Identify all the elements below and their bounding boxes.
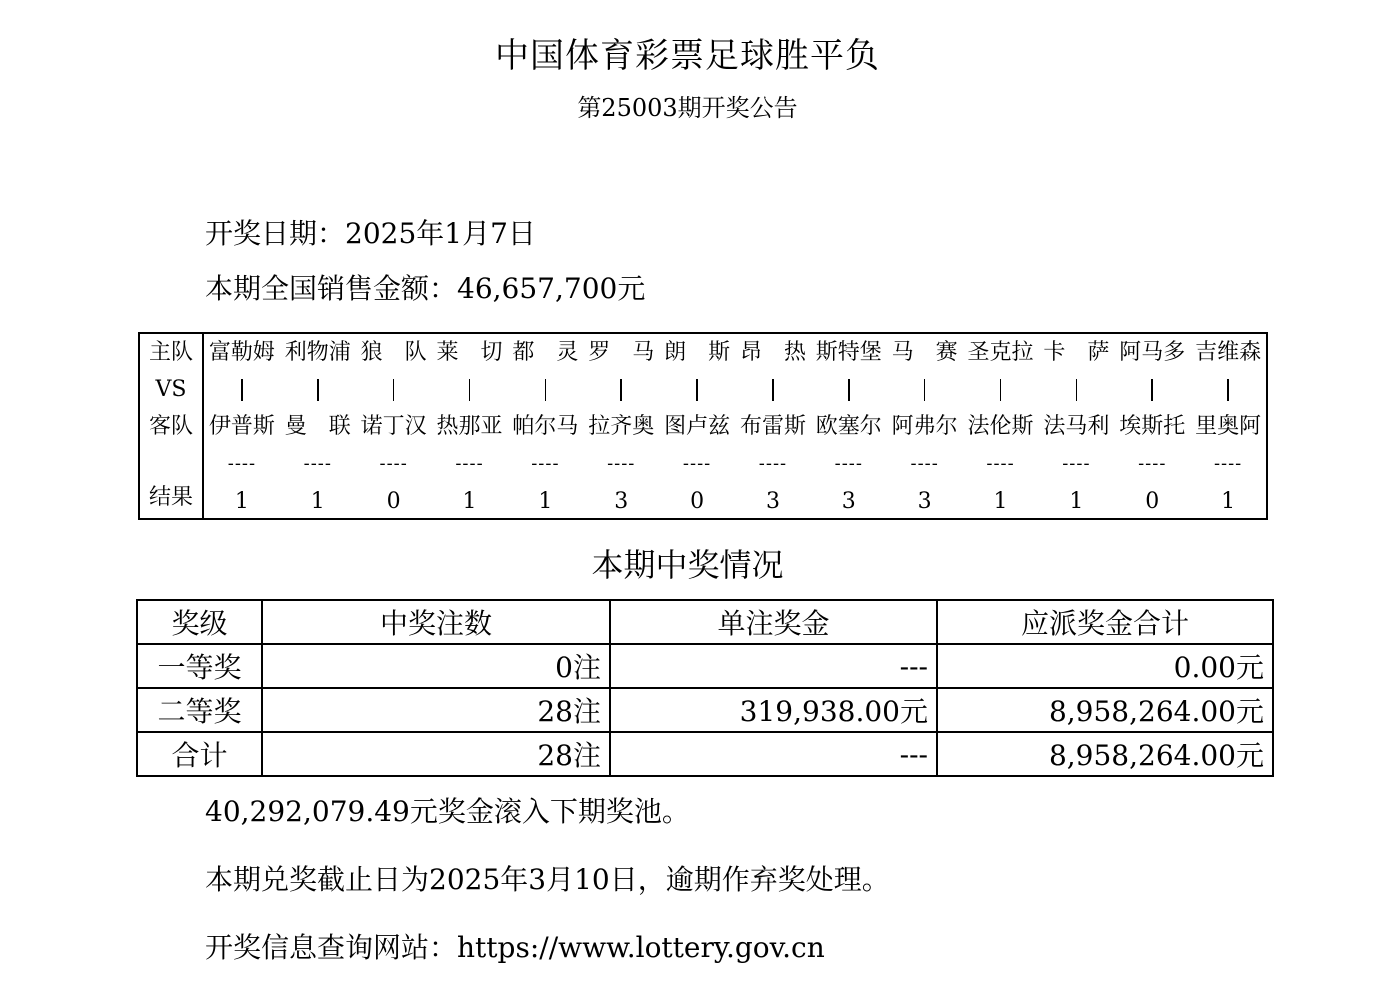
match-result: 0 [690,489,705,514]
separator-dash: ---- [986,453,1015,474]
separator-dash: ---- [1062,453,1091,474]
versus-bar [469,379,471,401]
versus-bar [241,379,243,401]
versus-bar [1151,379,1153,401]
prize-table [136,599,1274,777]
separator-dash: ---- [607,453,636,474]
versus-divider [469,371,471,408]
home-team: 莱 切 [436,340,503,365]
match-result: 1 [462,489,477,514]
home-team: 狼 队 [360,340,427,365]
match-column [507,334,583,518]
separator-dash: ---- [758,453,788,474]
prize-section-title: 本期中奖情况 [591,546,784,584]
away-team: 热那亚 [436,414,503,439]
away-team: 埃斯托 [1119,414,1186,439]
versus-bar [696,379,698,401]
page-title: 中国体育彩票足球胜平负 [495,36,880,76]
header-count: 中奖注数 [262,600,610,644]
match-result: 1 [310,489,325,514]
versus-divider [393,371,395,408]
match-result: 0 [386,489,401,514]
winner-count: 28注 [262,688,610,732]
versus-divider [241,371,243,408]
separator-dash: ---- [834,453,863,474]
home-team: 罗 马 [588,340,655,365]
prize-level: 二等奖 [137,688,262,732]
home-team: 富勒姆 [208,340,275,365]
issue-subtitle: 第25003期开奖公告 [577,94,798,122]
versus-divider [1227,371,1229,408]
home-team: 都 灵 [512,340,579,365]
result-header: 结果 [148,485,193,510]
separator-dash: ---- [303,453,332,474]
unit-prize: --- [610,644,937,688]
away-team: 欧塞尔 [815,414,882,439]
winner-count: 0注 [262,644,610,688]
home-team: 圣克拉 [967,340,1034,365]
versus-bar [545,379,547,401]
versus-bar [772,379,774,401]
separator-dash: ---- [910,453,939,474]
away-team: 法伦斯 [967,414,1034,439]
match-result: 3 [917,489,932,514]
draw-date: 开奖日期：2025年1月7日 [205,217,536,250]
away-team-header: 客队 [148,414,193,439]
versus-divider [924,371,926,408]
match-result: 0 [1145,489,1160,514]
vs-header: VS [155,377,187,402]
match-result: 1 [538,489,553,514]
total-prize: 8,958,264.00元 [937,732,1273,776]
versus-divider [848,371,850,408]
away-team: 法马利 [1043,414,1110,439]
match-column [356,334,432,518]
winner-count: 28注 [262,732,610,776]
versus-divider [545,371,547,408]
versus-bar [1000,379,1002,401]
match-column [963,334,1039,518]
home-team: 昂 热 [739,340,806,365]
unit-prize: --- [610,732,937,776]
versus-bar [393,379,395,401]
away-team: 伊普斯 [208,414,275,439]
prize-level: 合计 [137,732,262,776]
versus-bar [924,379,926,401]
away-team: 诺丁汉 [360,414,427,439]
match-results-table [138,332,1268,520]
header-total-prize: 应派奖金合计 [937,600,1273,644]
match-result: 3 [765,489,780,514]
away-team: 阿弗尔 [891,414,958,439]
match-column [432,334,508,518]
home-team: 吉维森 [1195,340,1262,365]
match-header-column [140,334,204,518]
versus-divider [1000,371,1002,408]
separator-dash: ---- [1138,453,1167,474]
table-row [137,644,1273,688]
home-team: 朗 斯 [664,340,731,365]
versus-bar [1076,379,1078,401]
separator-dash: ---- [1213,453,1243,474]
away-team: 图卢兹 [664,414,731,439]
unit-prize: 319,938.00元 [610,688,937,732]
website-info: 开奖信息查询网站：https://www.lottery.gov.cn [205,931,825,964]
match-column [659,334,735,518]
match-column [1114,334,1190,518]
match-column [204,334,280,518]
match-result: 1 [234,489,249,514]
match-column [280,334,356,518]
match-result: 1 [1221,489,1236,514]
versus-divider [1151,371,1153,408]
match-result: 3 [841,489,856,514]
away-team: 帕尔马 [512,414,579,439]
total-prize: 8,958,264.00元 [937,688,1273,732]
away-team: 布雷斯 [739,414,806,439]
home-team-header: 主队 [148,340,193,365]
match-result: 1 [1069,489,1084,514]
versus-divider [1076,371,1078,408]
header-unit-prize: 单注奖金 [610,600,937,644]
away-team: 拉齐奥 [588,414,655,439]
total-prize: 0.00元 [937,644,1273,688]
match-column [811,334,887,518]
versus-divider [620,371,622,408]
table-row [137,688,1273,732]
match-column [735,334,811,518]
home-team: 马 赛 [891,340,958,365]
home-team: 斯特堡 [815,340,882,365]
home-team: 卡 萨 [1043,340,1110,365]
versus-bar [1227,379,1229,401]
away-team: 里奥阿 [1195,414,1262,439]
separator-dash: ---- [227,453,257,474]
match-columns [204,334,1266,518]
separator-dash: ---- [682,453,712,474]
claim-deadline-notice: 本期兑奖截止日为2025年3月10日，逾期作弃奖处理。 [205,863,890,896]
table-row [137,732,1273,776]
versus-bar [848,379,850,401]
versus-bar [317,379,319,401]
home-team: 阿马多 [1119,340,1186,365]
sales-amount: 本期全国销售金额：46,657,700元 [205,272,646,305]
match-column [1190,334,1266,518]
prize-table-header-row [137,600,1273,644]
match-column [583,334,659,518]
away-team: 曼 联 [284,414,351,439]
match-result: 3 [614,489,629,514]
separator-dash: ---- [379,453,408,474]
separator-dash: ---- [531,453,560,474]
prize-level: 一等奖 [137,644,262,688]
versus-divider [696,371,698,408]
versus-bar [620,379,622,401]
match-column [887,334,963,518]
match-result: 1 [993,489,1008,514]
home-team: 利物浦 [284,340,351,365]
versus-divider [317,371,319,408]
rollover-notice: 40,292,079.49元奖金滚入下期奖池。 [205,795,690,828]
separator-dash: ---- [455,453,484,474]
versus-divider [772,371,774,408]
header-level: 奖级 [137,600,262,644]
match-column [1038,334,1114,518]
